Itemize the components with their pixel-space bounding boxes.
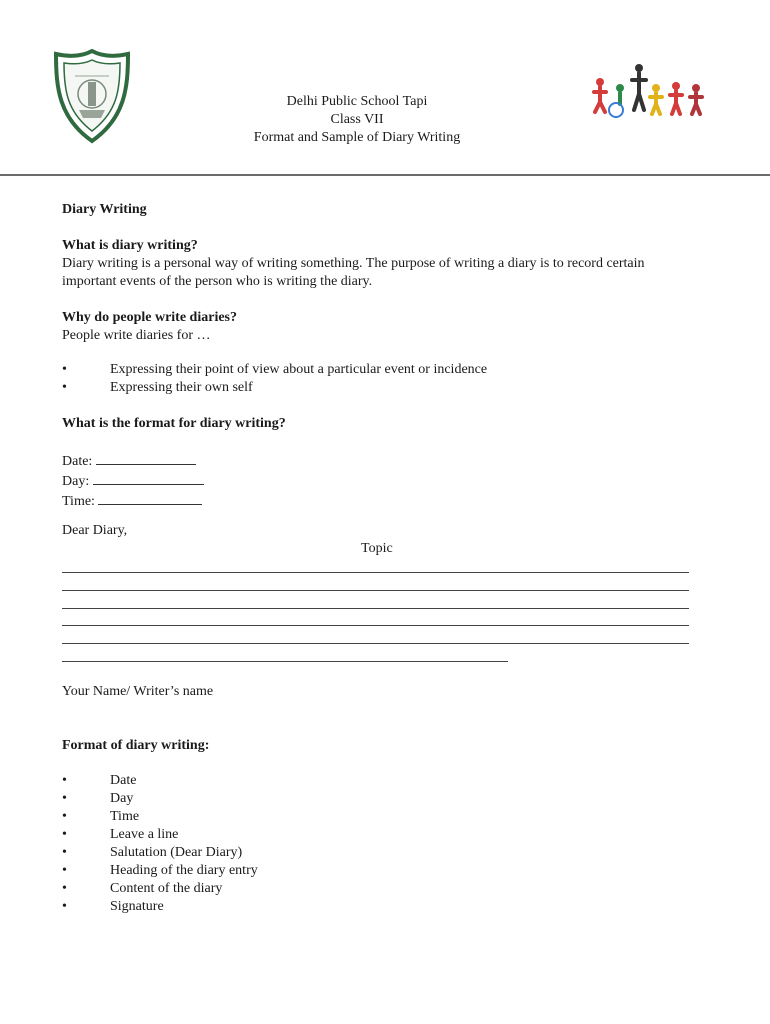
bullet-mark: • xyxy=(62,791,67,806)
list-item xyxy=(62,361,702,379)
bullet-mark: • xyxy=(62,809,67,824)
bullet-mark: • xyxy=(62,845,67,860)
format-item: Salutation (Dear Diary) xyxy=(110,845,243,860)
topic-text: Topic xyxy=(361,541,393,556)
writing-line xyxy=(62,661,508,662)
bullet-mark: • xyxy=(62,362,67,377)
day-label: Day: xyxy=(62,474,90,489)
reason-text: Expressing their point of view about a particular event or incidence xyxy=(110,362,488,377)
doc-title xyxy=(62,201,702,219)
format-item: Day xyxy=(110,791,134,806)
signoff-text: Your Name/ Writer’s name xyxy=(62,684,214,699)
list-item xyxy=(62,790,702,808)
date-blank xyxy=(96,451,196,465)
class-name: Class VII xyxy=(330,112,384,127)
entry-header-fields xyxy=(62,451,702,511)
list-item xyxy=(62,379,702,397)
time-blank xyxy=(98,491,202,505)
writing-line xyxy=(62,590,689,591)
writing-line xyxy=(62,572,689,573)
format-list xyxy=(62,772,702,916)
reason-list xyxy=(62,361,702,397)
format-item: Leave a line xyxy=(110,827,179,842)
format-item: Heading of the diary entry xyxy=(110,863,258,878)
list-item xyxy=(62,772,702,790)
format-heading xyxy=(62,737,702,755)
section-what xyxy=(62,237,702,291)
topic-label xyxy=(361,540,441,558)
question-why: Why do people write diaries? xyxy=(62,310,237,325)
list-item xyxy=(62,808,702,826)
page-header xyxy=(0,0,770,176)
reason-text: Expressing their own self xyxy=(110,380,253,395)
section-why xyxy=(62,309,702,345)
salutation xyxy=(62,522,702,540)
doc-title-text: Diary Writing xyxy=(62,202,147,217)
list-item xyxy=(62,862,702,880)
answer-what: Diary writing is a personal way of writing something. The purpose of writing a diary is to record certain important events of the person who is writing the diary. xyxy=(62,256,645,289)
date-row xyxy=(62,451,702,471)
question-what: What is diary writing? xyxy=(62,238,198,253)
list-item xyxy=(62,844,702,862)
bullet-mark: • xyxy=(62,773,67,788)
answer-why: People write diaries for … xyxy=(62,328,211,343)
date-label: Date: xyxy=(62,454,93,469)
header-divider xyxy=(0,174,770,176)
document-subtitle: Format and Sample of Diary Writing xyxy=(253,130,461,145)
writing-line xyxy=(62,608,689,609)
bullet-mark: • xyxy=(62,881,67,896)
school-title xyxy=(0,93,714,147)
list-item xyxy=(62,826,702,844)
bullet-mark: • xyxy=(62,827,67,842)
signoff xyxy=(62,683,702,701)
format-item: Time xyxy=(110,809,140,824)
list-item xyxy=(62,898,702,916)
salutation-text: Dear Diary, xyxy=(62,523,128,538)
bullet-mark: • xyxy=(62,863,67,878)
format-item: Signature xyxy=(110,899,164,914)
day-blank xyxy=(93,471,204,485)
time-label: Time: xyxy=(62,494,95,509)
format-item: Content of the diary xyxy=(110,881,223,896)
format-question xyxy=(62,415,702,433)
question-format: What is the format for diary writing? xyxy=(62,416,286,431)
bullet-mark: • xyxy=(62,899,67,914)
day-row xyxy=(62,471,702,491)
time-row xyxy=(62,491,702,511)
list-item xyxy=(62,880,702,898)
writing-line xyxy=(62,625,689,626)
format-heading-text: Format of diary writing: xyxy=(62,738,210,753)
bullet-mark: • xyxy=(62,380,67,395)
format-item: Date xyxy=(110,773,137,788)
school-name: Delhi Public School Tapi xyxy=(286,94,428,109)
writing-line xyxy=(62,643,689,644)
